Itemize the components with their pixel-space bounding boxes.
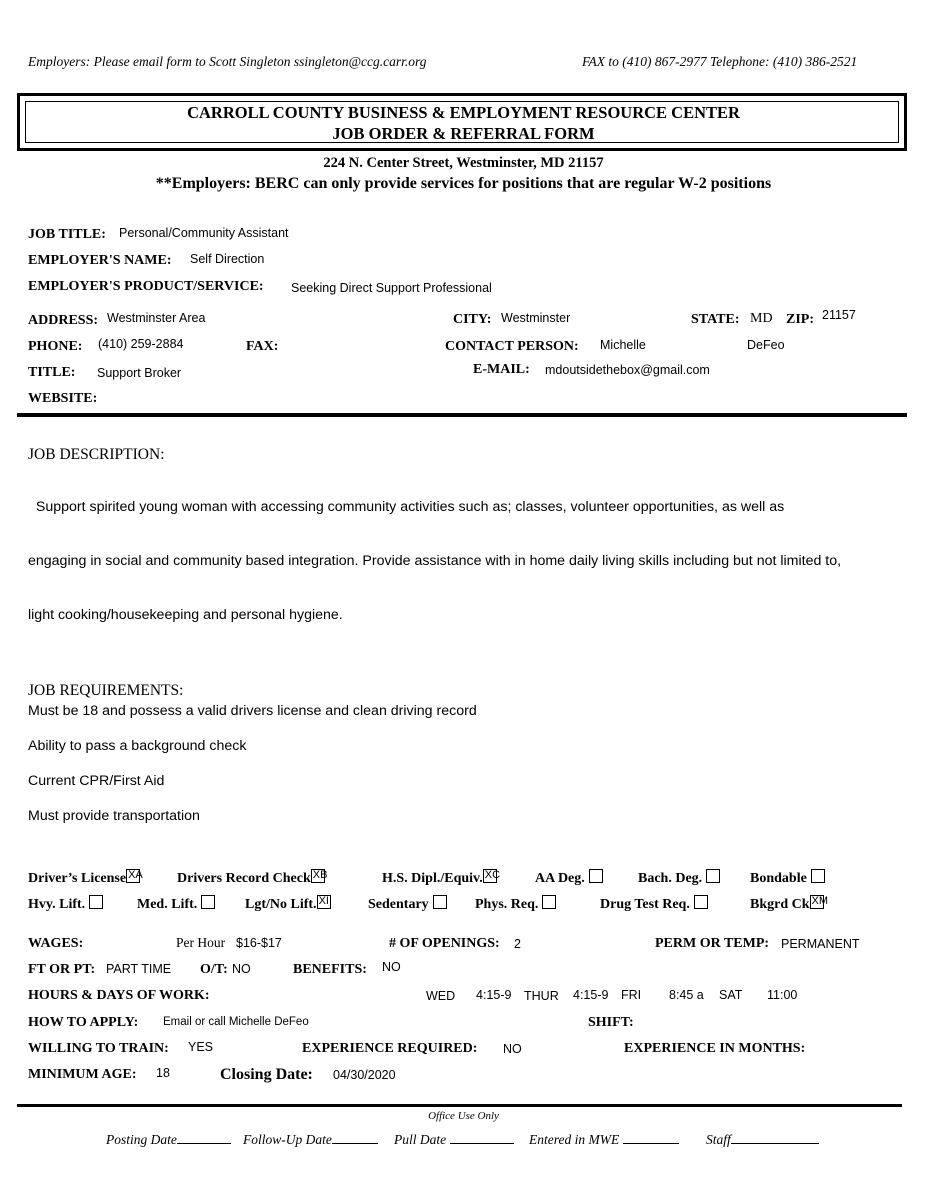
description-line: Support spirited young woman with accessing community activities such as; classes, volunteer opportunities, as well as: [28, 499, 785, 515]
state-label: STATE:: [691, 312, 740, 327]
benefits-value[interactable]: NO: [382, 960, 401, 974]
background-check[interactable]: Bkgrd Ck XM: [750, 895, 829, 912]
org-name: CARROLL COUNTY BUSINESS & EMPLOYMENT RESOURCE CENTER: [187, 103, 740, 122]
zip-value[interactable]: 21157: [822, 308, 856, 322]
requirement-item[interactable]: Must provide transportation: [28, 808, 200, 824]
checkbox[interactable]: XA: [128, 869, 143, 881]
perm-temp-value[interactable]: PERMANENT: [781, 937, 860, 951]
requirement-item[interactable]: Current CPR/First Aid: [28, 773, 165, 789]
hs-diploma-check[interactable]: H.S. Dipl./Equiv. XC: [382, 869, 501, 886]
title-value[interactable]: Support Broker: [97, 366, 182, 380]
how-to-apply-label: HOW TO APPLY:: [28, 1015, 139, 1030]
w2-notice: **Employers: BERC can only provide services for positions that are regular W-2 positions: [155, 175, 772, 192]
minimum-age-value[interactable]: 18: [156, 1066, 170, 1080]
openings-value[interactable]: 2: [514, 937, 521, 951]
openings-label: # OF OPENINGS:: [389, 936, 500, 951]
hours-day[interactable]: FRI: [621, 988, 642, 1002]
checkbox[interactable]: [811, 869, 825, 883]
aa-degree-check[interactable]: AA Deg.: [535, 869, 603, 887]
wages-value[interactable]: $16-$17: [236, 936, 282, 950]
medium-lift-check[interactable]: Med. Lift.: [137, 895, 215, 913]
hours-label: HOURS & DAYS OF WORK:: [28, 988, 210, 1003]
light-lift-check[interactable]: Lgt/No Lift. XI: [245, 895, 329, 912]
contact-first-name[interactable]: Michelle: [600, 338, 646, 352]
contact-last-name[interactable]: DeFeo: [747, 338, 785, 352]
experience-required-value[interactable]: NO: [503, 1042, 522, 1056]
office-use-title: Office Use Only: [428, 1110, 499, 1122]
checkbox[interactable]: XC: [484, 869, 501, 881]
product-value[interactable]: Seeking Direct Support Professional: [291, 281, 492, 295]
checkbox[interactable]: XM: [811, 895, 829, 907]
phone-value[interactable]: (410) 259-2884: [98, 337, 184, 351]
experience-required-label: EXPERIENCE REQUIRED:: [302, 1041, 478, 1056]
how-to-apply-value[interactable]: Email or call Michelle DeFeo: [163, 1016, 309, 1028]
email-value[interactable]: mdoutsidethebox@gmail.com: [545, 363, 710, 377]
product-label: EMPLOYER'S PRODUCT/SERVICE:: [28, 279, 264, 294]
website-label: WEBSITE:: [28, 391, 98, 406]
benefits-label: BENEFITS:: [293, 962, 367, 977]
hours-day[interactable]: WED: [426, 989, 456, 1003]
contact-label: CONTACT PERSON:: [445, 339, 579, 354]
physical-req-check[interactable]: Phys. Req.: [475, 895, 556, 913]
willing-to-train-value[interactable]: YES: [188, 1040, 214, 1054]
berc-address: 224 N. Center Street, Westminster, MD 21157: [323, 155, 604, 171]
hours-time[interactable]: 11:00: [767, 988, 798, 1002]
job-description-label: JOB DESCRIPTION:: [28, 446, 165, 463]
employer-name-value[interactable]: Self Direction: [190, 252, 265, 266]
staff-field[interactable]: Staff: [706, 1131, 819, 1148]
checkbox[interactable]: [201, 895, 215, 909]
heavy-lift-check[interactable]: Hvy. Lift.: [28, 895, 103, 913]
minimum-age-label: MINIMUM AGE:: [28, 1067, 137, 1082]
closing-date-label: Closing Date:: [220, 1066, 313, 1083]
requirement-item[interactable]: Must be 18 and possess a valid drivers license and clean driving record: [28, 703, 477, 719]
perm-temp-label: PERM OR TEMP:: [655, 936, 770, 951]
address-label: ADDRESS:: [28, 313, 99, 328]
ft-pt-label: FT OR PT:: [28, 962, 96, 977]
experience-months-label: EXPERIENCE IN MONTHS:: [624, 1041, 806, 1056]
follow-up-date-field[interactable]: Follow-Up Date: [243, 1131, 378, 1148]
checkbox[interactable]: XI: [318, 895, 329, 907]
wages-label: WAGES:: [28, 936, 84, 951]
description-line: engaging in social and community based integration. Provide assistance with in home daily living skills including but not limited to,: [28, 553, 842, 569]
bach-degree-check[interactable]: Bach. Deg.: [638, 869, 720, 887]
address-value[interactable]: Westminster Area: [107, 311, 206, 325]
phone-label: PHONE:: [28, 339, 83, 354]
hours-day[interactable]: THUR: [524, 989, 559, 1003]
city-value[interactable]: Westminster: [501, 311, 571, 325]
hours-time[interactable]: 4:15-9: [573, 988, 609, 1002]
checkbox[interactable]: [694, 895, 708, 909]
drivers-record-check[interactable]: Drivers Record Check XB: [177, 869, 328, 886]
city-label: CITY:: [453, 312, 492, 327]
employer-name-label: EMPLOYER'S NAME:: [28, 253, 172, 268]
checkbox[interactable]: [542, 895, 556, 909]
job-requirements-label: JOB REQUIREMENTS:: [28, 682, 184, 699]
fax-telephone: FAX to (410) 867-2977 Telephone: (410) 386-2521: [582, 54, 858, 69]
checkbox[interactable]: [89, 895, 103, 909]
hours-day[interactable]: SAT: [719, 988, 743, 1002]
form-name: JOB ORDER & REFERRAL FORM: [332, 124, 595, 143]
job-description-text[interactable]: [28, 462, 841, 642]
drug-test-check[interactable]: Drug Test Req.: [600, 895, 708, 913]
office-divider: [17, 1104, 902, 1107]
description-line: light cooking/housekeeping and personal hygiene.: [28, 607, 343, 623]
job-title-value[interactable]: Personal/Community Assistant: [119, 226, 289, 240]
shift-label: SHIFT:: [588, 1015, 634, 1030]
job-title-label: JOB TITLE:: [28, 227, 106, 242]
hours-time[interactable]: 8:45 a: [669, 988, 704, 1002]
state-value[interactable]: MD: [750, 311, 773, 326]
willing-to-train-label: WILLING TO TRAIN:: [28, 1041, 169, 1056]
checkbox[interactable]: [589, 869, 603, 883]
pull-date-field[interactable]: Pull Date: [394, 1131, 514, 1148]
checkbox[interactable]: [433, 895, 447, 909]
fax-label: FAX:: [246, 339, 279, 354]
email-instruction: Employers: Please email form to Scott Singleton ssingleton@ccg.carr.org: [28, 54, 427, 69]
overtime-label: O/T:: [200, 962, 228, 977]
checkbox[interactable]: XB: [312, 869, 328, 881]
hours-time[interactable]: 4:15-9: [476, 988, 512, 1002]
bondable-check[interactable]: Bondable: [750, 869, 825, 887]
overtime-value[interactable]: NO: [232, 962, 251, 976]
posting-date-field[interactable]: Posting Date: [106, 1131, 231, 1148]
zip-label: ZIP:: [786, 312, 814, 327]
email-label: E-MAIL:: [473, 362, 530, 377]
drivers-license-check[interactable]: Driver’s License XA: [28, 869, 143, 886]
wages-unit: Per Hour: [176, 935, 226, 950]
closing-date-value[interactable]: 04/30/2020: [333, 1068, 396, 1082]
sedentary-check[interactable]: Sedentary: [368, 895, 447, 913]
entered-mwe-field[interactable]: Entered in MWE: [529, 1131, 679, 1148]
section-divider: [17, 413, 907, 417]
ft-pt-value[interactable]: PART TIME: [106, 962, 172, 976]
requirement-item[interactable]: Ability to pass a background check: [28, 738, 247, 754]
title-label: TITLE:: [28, 365, 76, 380]
checkbox[interactable]: [706, 869, 720, 883]
